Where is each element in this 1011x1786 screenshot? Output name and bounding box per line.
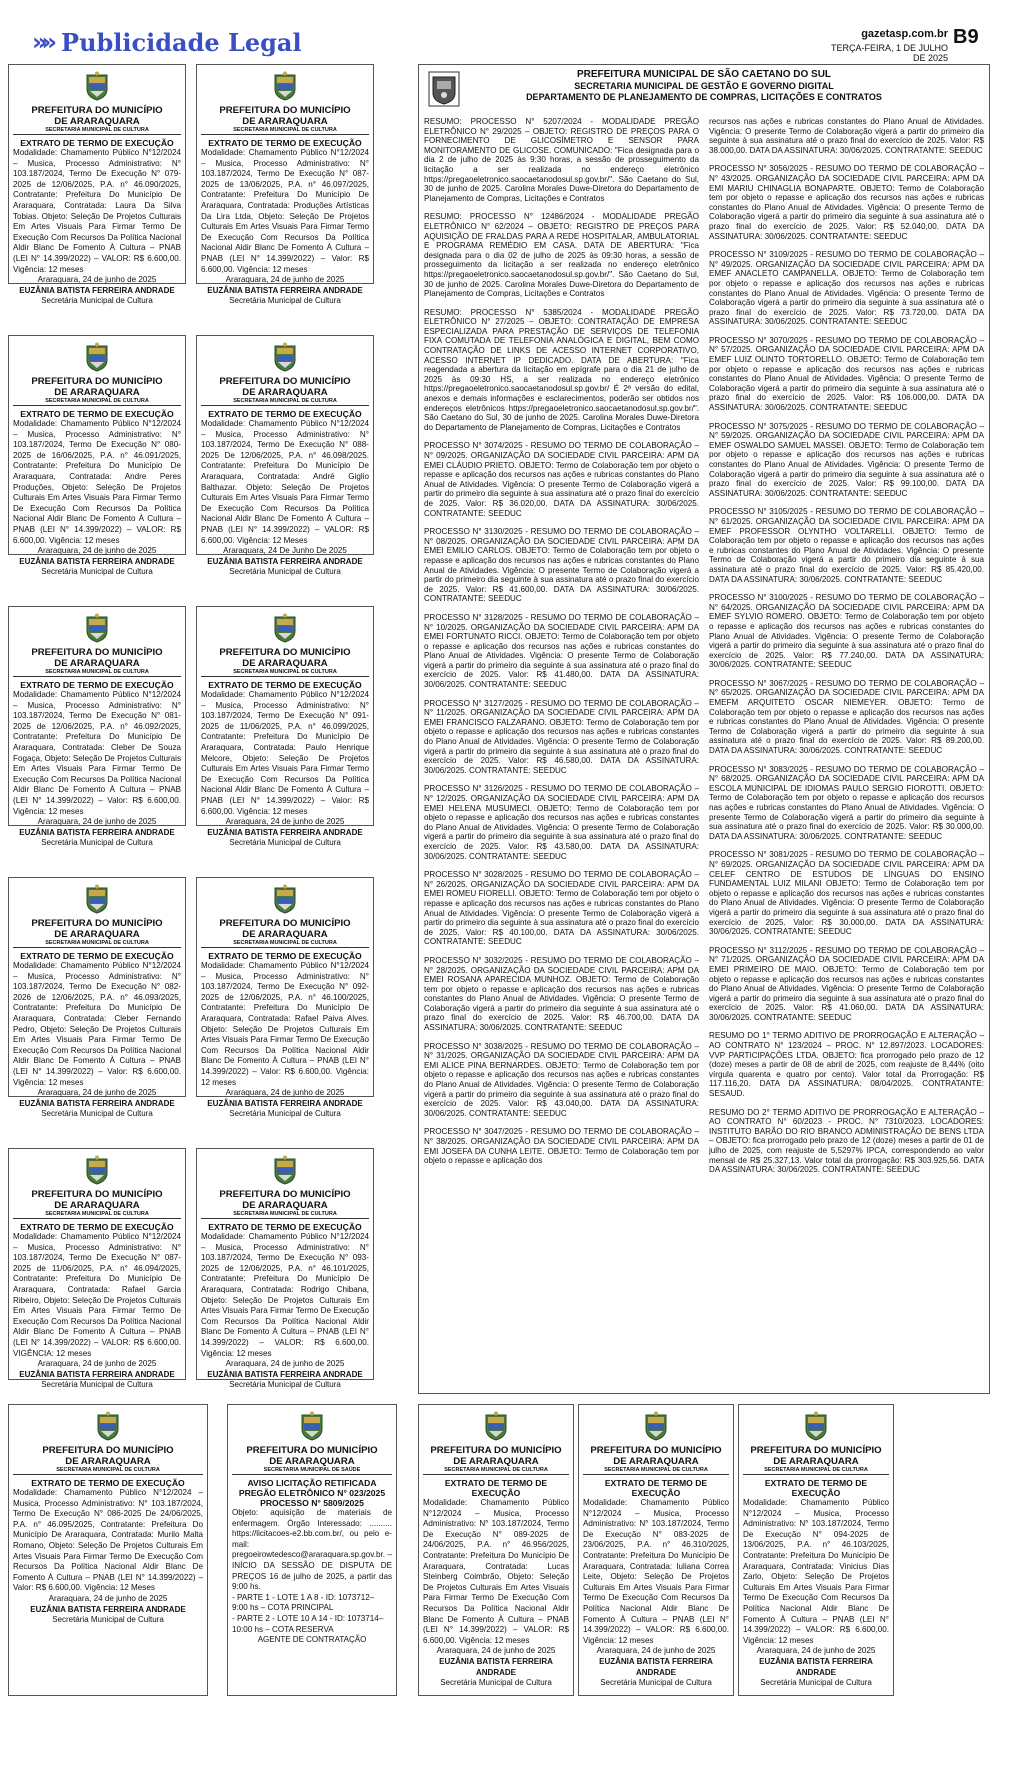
issuer-city: DE ARARAQUARA	[54, 658, 140, 669]
notice-place-date: Araraquara, 24 De Junho De 2025	[223, 546, 347, 556]
notice-body: Modalidade: Chamamento Público N°12/2024 – Musica, Processo Administrativo: N° 103.187/2024, Termo De Execução N° 079-2025 de 12/06/2025, P.A. n° 46.090/2025, Contratante: Prefeitura Do Município De Araraquara, Contratada: Laura Da Silva Tobias. Objeto: Seleção De Projetos Culturais Em Artes Visuais Para Firmar Termo De Execução Com Recursos Da Política Nacional Aldir Blanc De Fomento À Cultura – PNAB (LEI N° 14.399/2022) – VALOR: R$ 6.600,00. Vigência: 12 meses	[13, 148, 181, 274]
notice-box	[8, 877, 186, 1119]
signatory-role: Secretária Municipal de Cultura	[229, 567, 341, 577]
issuer-name: PREFEITURA DO MUNICÍPIO	[31, 647, 163, 658]
page-number: B9	[953, 26, 979, 48]
page-header	[0, 0, 1011, 63]
left-column	[424, 117, 699, 1184]
notice-place-date: Araraquara, 24 de junho de 2025	[37, 275, 157, 285]
tender-body: Objeto: aquisição de materiais de enfermagem. Órgão Interessado: .......... https://licitacoes-e2.bb.com.br/, ou pelo e-mail: pregoeirowtedesco@araraquara.sp.gov.br. – INÍCIO DA SESSÃO DE DISPUTA DE PREÇOS 16 de julho de 2025, a partir das 9:00 hs.	[232, 1508, 392, 1592]
notice-box	[8, 64, 186, 306]
issuer-department: SECRETARIA MUNICIPAL DE CULTURA	[13, 669, 181, 677]
issuer-city: DE ARARAQUARA	[54, 1200, 140, 1211]
signatory-role: Secretária Municipal de Cultura	[229, 296, 341, 306]
notice-box	[196, 64, 374, 306]
issuer-city: DE ARARAQUARA	[773, 1456, 859, 1467]
issuer-department: SECRETARIA MUNICIPAL DE CULTURA	[13, 1467, 203, 1475]
notice-body: Modalidade: Chamamento Público N°12/2024 – Musica, Processo Administrativo: N° 103.187/2024, Termo De Execução N° 083-2025 de 23/06/2025, P.A. n° 46.310/2025, Contratante: Prefeitura Do Município De Araraquara, Contratada: Iuliana Correa Leite, Objeto: Seleção De Projetos Culturais Em Artes Visuais Para Firmar Termo De Execução Com Recursos Da Política Nacional Aldir Blanc De Fomento À Cultura – PNAB (LEI N° 14.399/2022) – VALOR: R$ 6.600,00. Vigência: 12 meses	[583, 1498, 729, 1645]
issuer-department: SECRETARIA MUNICIPAL DE CULTURA	[13, 127, 181, 135]
notice-paragraph: PROCESSO N° 3038/2025 - RESUMO DO TERMO DE COLABORAÇÃO – N° 31/2025. ORGANIZAÇÃO DA SOCIEDADE CIVIL PARCEIRA: APM DA EMI ALICE PINA BERNARDES. OBJETO: Termo de Colaboração tem por objeto o repasse e aplicação dos recursos nas ações e rubricas constantes do Plano Anual de Atividades. Vigência: O presente Termo de Colaboração vigerá a partir do primeiro dia seguinte à sua assinatura até o prazo final do exercício de 2025. Valor: R$ 43.040,00. DATA DA ASSINATURA: 30/06/2025. CONTRATANTE: SEEDUC	[424, 1041, 699, 1118]
signatory-name: EUZÂNIA BATISTA FERREIRA ANDRADE	[207, 556, 363, 566]
notice-box	[8, 335, 186, 577]
issuer-department: SECRETARIA MUNICIPAL DE CULTURA	[201, 398, 369, 406]
notice-place-date: Araraquara, 24 de junho de 2025	[37, 1359, 157, 1369]
notice-paragraph: RESUMO: PROCESSO N° 5385/2024 - MODALIDADE PREGÃO ELETRÔNICO N° 27/2025 – OBJETO: CONTRATAÇÃO DE EMPRESA ESPECIALIZADA PARA PRESTAÇÃO DE SERVIÇOS DE TELEFONIA FIXA COMUTADA DE TELEFONIA ANALÓGICA E DIGITAL, BEM COMO CONTRATAÇÃO DE LINKS DE ACESSO INTERNET CORPORATIVO, ACESSO INTERNET IP DEDICADO. DATA DE ABERTURA: "Fica reagendada a abertura da licitação em epígrafe para o dia 21 de julho de 2025 às 09:30 HS, a ser realizada no endereço eletrônico https://pregaoeletronico.saocaetanodosul.sp.gov.br/ É 2ª versão do edital, anexos e demais informações e esclarecimentos, poderão ser obtidos nos endereços eletrônicos https://pregaoeletronico.saocaetanodosul.sp.gov.br/". São Caetano do Sul, 30 de junho de 2025. Carolina Morales Duwe-Diretora do Departamento de Planejamento de Compras, Licitações e Contratos	[424, 307, 699, 432]
sao-caetano-notices	[418, 64, 990, 1394]
notice-paragraph: PROCESSO N° 3100/2025 - RESUMO DO TERMO DE COLABORAÇÃO – N° 64/2025. ORGANIZAÇÃO DA SOCIEDADE CIVIL PARCEIRA: APM DA EMEF SYLVIO ROMERO. OBJETO: Termo de Colaboração tem por objeto o repasse e aplicação dos recursos nas ações e rubricas constantes do Plano Anual de Atividades. Vigência: O presente Termo de Colaboração vigerá a partir do primeiro dia seguinte à sua assinatura até o prazo final do exercício de 2025. Valor: R$ 77.240,00. DATA DA ASSINATURA: 30/06/2025. CONTRATANTE: SEEDUC	[709, 593, 984, 670]
issuer-city: DE ARARAQUARA	[269, 1456, 355, 1467]
signatory-name: EUZÂNIA BATISTA FERREIRA ANDRADE	[439, 1656, 553, 1677]
araraquara-seal-icon	[84, 613, 110, 643]
notice-paragraph: RESUMO DO 1° TERMO ADITIVO DE PRORROGAÇÃO E ALTERAÇÃO – AO CONTRATO N° 123/2024 – PROC. N° 12.897/2023. LOCADORES: VVP PARTICIPAÇÕES LTDA. OBJETO: fica prorrogado pelo prazo de 12 (doze) meses a partir de 08 de abril de 2025, com reajuste de 8,44% (oito vírgula quarenta e quatro por cento). Valor total da Prorrogação: R$ 117.116,20. DATA DA ASSINATURA: 08/04/2025. CONTRATANTE: SESAUD.	[709, 1031, 984, 1099]
araraquara-seal-icon	[272, 613, 298, 643]
tender-lot-1: - PARTE 1 - LOTE 1 A 8 - ID: 1073712– 9:00 hs – COTA PRINCIPAL	[232, 1592, 375, 1613]
issuer-name: PREFEITURA DO MUNICÍPIO	[590, 1445, 722, 1456]
notice-body: Modalidade: Chamamento Público N°12/2024 – Musica, Processo Administrativo: N° 103.187/2024, Termo De Execução N° 094-2025 de 13/06/2025, P.A. n° 46.103/2025, Contratante: Prefeitura Do Município De Araraquara, Contratada: Vinicius Dias Zarlo, Objeto: Seleção De Projetos Culturais Em Artes Visuais Para Firmar Termo De Execução Com Recursos Da Política Nacional Aldir Blanc De Fomento À Cultura – PNAB (LEI N° 14.399/2022) – VALOR: R$ 6.600,00. Vigência: 12 meses	[743, 1498, 889, 1645]
section-brand	[32, 28, 302, 56]
issuer-department: SECRETARIA MUNICIPAL DE CULTURA	[13, 398, 181, 406]
notice-paragraph: PROCESSO N° 3067/2025 - RESUMO DO TERMO DE COLABORAÇÃO – N° 65/2025. ORGANIZAÇÃO DA SOCIEDADE CIVIL PARCEIRA: APM DA EMEFM ARQUITETO OSCAR NIEMEYER. OBJETO: Termo de Colaboração tem por objeto o repasse e aplicação dos recursos nas ações e rubricas constantes do Plano Anual de Atividades. Vigência: O presente Termo de Colaboração vigerá a partir do primeiro dia seguinte à sua assinatura até o prazo final do exercício de 2025. Valor: R$ 89.200,00. DATA DA ASSINATURA: 30/06/2025. CONTRATANTE: SEEDUC	[709, 678, 984, 756]
notice-place-date: Araraquara, 24 de junho de 2025	[225, 1088, 345, 1098]
araraquara-seal-icon	[84, 71, 110, 101]
signatory-name: EUZÂNIA BATISTA FERREIRA ANDRADE	[19, 285, 175, 295]
sao-caetano-logo-icon	[428, 71, 460, 107]
araraquara-seal-icon	[272, 71, 298, 101]
notice-title: EXTRATO DE TERMO DE EXECUÇÃO	[31, 1478, 185, 1488]
issuer-department: SECRETARIA MUNICIPAL DE CULTURA	[201, 127, 369, 135]
notice-body: Modalidade: Chamamento Público N°12/2024 – Musica, Processo Administrativo: N° 103.187/2024, Termo De Execução N° 086-2025 De 24/06/2025, P.A. n° 46.095/2025, Contratante: Prefeitura Do Município De Araraquara, Contratada: Murilo Malta Romano, Objeto: Seleção De Projetos Culturais Em Artes Visuais Para Firmar Termo De Execução Com Recursos Da Política Nacional Aldir Blanc De Fomento À Cultura – PNAB (LEI N° 14.399/2022) – Valor: R$ 6.600,00. Vigência: 12 Meses	[13, 1488, 203, 1593]
notice-body: Modalidade: Chamamento Público N°12/2024 – Musica, Processo Administrativo: N° 103.187/2024, Termo De Execução N° 093-2025 de 12/06/2025, P.A. n° 46.101/2025, Contratante: Prefeitura Do Município De Araraquara, Contratada: Rodrigo Chibana, Objeto: Seleção De Projetos Culturais Em Artes Visuais Para Firmar Termo De Execução Com Recursos Da Política Nacional Aldir Blanc De Fomento À Cultura – PNAB (LEI N° 14.399/2022) – VALOR: R$ 6.600,00. Vigência: 12 meses	[201, 1232, 369, 1358]
tender-signatory: AGENTE DE CONTRATAÇÃO	[257, 1635, 367, 1645]
notice-paragraph: RESUMO DO 2° TERMO ADITIVO DE PRORROGAÇÃO E ALTERAÇÃO – AO CONTRATO N° 60/2023 - PROC. N° 7310/2023. LOCADORES: INSTITUTO BARÃO DO RIO BRANCO ADMINISTRAÇÃO DE BENS LTDA – OBJETO: fica prorrogado pelo prazo de 12 (doze) meses a partir de 01 de julho de 2025, com reajuste de 5,5297% IPCA, correspondendo ao valor mensal de R$ 25.327,13. Valor total da prorrogação: R$ 303.925,56. DATA DA ASSINATURA: 30/06/2025. CONTRATANTE: SEEDUC	[709, 1107, 984, 1175]
issuer-name: PREFEITURA DO MUNICÍPIO	[430, 1445, 562, 1456]
notice-paragraph: PROCESSO N° 3105/2025 - RESUMO DO TERMO DE COLABORAÇÃO – N° 61/2025. ORGANIZAÇÃO DA SOCIEDADE CIVIL PARCEIRA: APM DA EMEF PROFESSOR OLYNTHO VOLTARELLI. OBJETO: Termo de Colaboração tem por objeto o repasse e aplicação dos recursos nas ações e rubricas constantes do Plano Anual de Atividades. Vigência: O presente Termo de Colaboração vigerá a partir do primeiro dia seguinte à sua assinatura até o prazo final do exercício de 2025. Valor: R$ 85.420,00. DATA DA ASSINATURA: 30/06/2025. CONTRATANTE: SEEDUC	[709, 507, 984, 584]
signatory-name: EUZÂNIA BATISTA FERREIRA ANDRADE	[19, 1098, 175, 1108]
notice-paragraph: PROCESSO N° 3126/2025 - RESUMO DO TERMO DE COLABORAÇÃO – N° 12/2025. ORGANIZAÇÃO DA SOCIEDADE CIVIL PARCEIRA: APM DA EMEI HELENA MUSUMECI. OBJETO: Termo de Colaboração tem por objeto o repasse e aplicação dos recursos nas ações e rubricas constantes do Plano Anual de Atividades. Vigência: O presente Termo de Colaboração vigerá a partir do primeiro dia seguinte à sua assinatura até o prazo final do exercício de 2025. Valor: R$ 43.580,00. DATA DA ASSINATURA: 30/06/2025. CONTRATANTE: SEEDUC	[424, 784, 699, 861]
notice-paragraph: PROCESSO N° 3128/2025 - RESUMO DO TERMO DE COLABORAÇÃO – N° 10/2025. ORGANIZAÇÃO DA SOCIEDADE CIVIL PARCEIRA: APM DA EMEI FORTUNATO RICCI. OBJETO: Termo de Colaboração tem por objeto o repasse e aplicação dos recursos nas ações e rubricas constantes do Plano Anual de Atividades. Vigência: O presente Termo de Colaboração vigerá a partir do primeiro dia seguinte à sua assinatura até o prazo final do exercício de 2025. Valor: R$ 41.480,00. DATA DA ASSINATURA: 30/06/2025. CONTRATANTE: SEEDUC	[424, 612, 699, 690]
right-column	[709, 117, 984, 1184]
notice-place-date: Araraquara, 24 de junho de 2025	[37, 1088, 157, 1098]
notice-body: Modalidade: Chamamento Público N°12/2024 – Musica, Processo Administrativo: N° 103.187/2024, Termo De Execução N° 089-2025 de 24/06/2025, P.A. n° 46.956/2025, Contratante: Prefeitura Do Município De Araraquara, Contratada: Lucas Steinberg Coimbrão, Objeto: Seleção De Projetos Culturais Em Artes Visuais Para Firmar Termo De Execução Com Recursos Da Política Nacional Aldir Blanc De Fomento À Cultura – PNAB (LEI N° 14.399/2022) – VALOR: R$ 6.600,00. Vigência: 12 meses	[423, 1498, 569, 1645]
araraquara-seal-icon	[483, 1411, 509, 1441]
issuer-department: SECRETARIA MUNICIPAL DE SAÚDE	[232, 1467, 392, 1475]
issuer-department: SECRETARIA MUNICIPAL DE CULTURA	[13, 1211, 181, 1219]
signatory-role: Secretária Municipal de Cultura	[760, 1678, 872, 1688]
notice-box	[8, 1148, 186, 1390]
notice-place-date: Araraquara, 24 de junho de 2025	[225, 817, 345, 827]
issuer-department: SECRETARIA MUNICIPAL DE CULTURA	[201, 669, 369, 677]
notice-paragraph: PROCESSO N° 3127/2025 - RESUMO DO TERMO DE COLABORAÇÃO – N° 11/2025. ORGANIZAÇÃO DA SOCIEDADE CIVIL PARCEIRA: APM DA EMEI FRANCISCO FALZARANO. OBJETO: Termo de Colaboração tem por objeto o repasse e aplicação dos recursos nas ações e rubricas constantes do Plano Anual de Atividades. Vigência: O presente Termo de Colaboração vigerá a partir do primeiro dia seguinte à sua assinatura até o prazo final do exercício de 2025. Valor: R$ 46.580,00. DATA DA ASSINATURA: 30/06/2025. CONTRATANTE: SEEDUC	[424, 698, 699, 775]
issuer-city: DE ARARAQUARA	[54, 116, 140, 127]
tender-title: AVISO LICITAÇÃO RETIFICADA PREGÃO ELETRÔNICO N° 023/2025 PROCESSO N° 5809/2025	[238, 1478, 386, 1508]
notice-paragraph: PROCESSO N° 3081/2025 - RESUMO DO TERMO DE COLABORAÇÃO – N° 69/2025. ORGANIZAÇÃO DA SOCIEDADE CIVIL PARCEIRA: APM DA CELEF CENTRO DE ESTUDOS DE LÍNGUAS DO ENSINO FUNDAMENTAL LUIZ MILANI OBJETO: Termo de Colaboração tem por objeto o repasse e aplicação dos recursos nas ações e rubricas constantes do Plano Anual de Atividades. Vigência: O presente Termo de Colaboração vigerá a partir do primeiro dia seguinte à sua assinatura até o prazo final do exercício de 2025. Valor: R$ 30.000,00. DATA DA ASSINATURA: 30/06/2025. CONTRATANTE: SEEDUC	[709, 850, 984, 937]
issuer-department: SECRETARIA MUNICIPAL DE CULTURA	[743, 1467, 889, 1475]
notice-title: EXTRATO DE TERMO DE EXECUÇÃO	[20, 1222, 174, 1232]
notice-paragraph: PROCESSO N° 3032/2025 - RESUMO DO TERMO DE COLABORAÇÃO – N° 28/2025. ORGANIZAÇÃO DA SOCIEDADE CIVIL PARCEIRA: APM DA EMEI ROSANA APARECIDA MUNHOZ. OBJETO: Termo de Colaboração tem por objeto o repasse e aplicação dos recursos nas ações e rubricas constantes do Plano Anual de Atividades. Vigência: O presente Termo de Colaboração vigerá a partir do primeiro dia seguinte à sua assinatura até o prazo final do exercício de 2025. Valor: R$ 46.700,00. DATA DA ASSINATURA: 30/06/2025. CONTRATANTE: SEEDUC	[424, 955, 699, 1033]
notice-body: Modalidade: Chamamento Público N°12/2024 – Musica, Processo Administrativo: N° 103.187/2024, Termo De Execução N° 088-2025 De 12/06/2025, P.A. n° 46.098/2025. Contratante: Prefeitura Do Município De Araraquara, Contratada: André Giglio Balthazar. Objeto: Seleção De Projetos Culturais Em Artes Visuais Para Firmar Termo De Execução Com Recursos Da Política Nacional Aldir Blanc De Fomento À Cultura – PNAB (LEI N° 14.399/2022) – VALOR: R$ 6.600,00. Vigência: 12 Meses	[201, 419, 369, 545]
signatory-name: EUZÂNIA BATISTA FERREIRA ANDRADE	[19, 1369, 175, 1379]
notice-paragraph: recursos nas ações e rubricas constantes do Plano Anual de Atividades. Vigência: O presente Termo de Colaboração vigerá a partir do primeiro dia seguinte à sua assinatura até o prazo final do exercício de 2025. Valor: R$ 38.000,00. DATA DA ASSINATURA: 30/06/2025. CONTRATANTE: SEEDUC	[709, 117, 984, 155]
notice-paragraph: PROCESSO N° 3112/2025 - RESUMO DO TERMO DE COLABORAÇÃO – N° 71/2025. ORGANIZAÇÃO DA SOCIEDADE CIVIL PARCEIRA: APM DA EMEI PRIMEIRO DE MAIO. OBJETO: Termo de Colaboração tem por objeto o repasse e aplicação dos recursos nas ações e rubricas constantes do Plano Anual de Atividades. Vigência: O presente Termo de Colaboração vigerá a partir do primeiro dia seguinte à sua assinatura até o prazo final do exercício de 2025. Valor: R$ 41.060,00. DATA DA ASSINATURA: 30/06/2025. CONTRATANTE: SEEDUC	[709, 945, 984, 1022]
araraquara-seal-icon	[272, 884, 298, 914]
notice-box	[8, 1404, 208, 1696]
notice-title: EXTRATO DE TERMO DE EXECUÇÃO	[764, 1478, 868, 1498]
issuer-city: DE ARARAQUARA	[453, 1456, 539, 1467]
signatory-role: Secretária Municipal de Cultura	[41, 567, 153, 577]
notice-title: EXTRATO DE TERMO DE EXECUÇÃO	[208, 680, 362, 690]
signatory-name: EUZÂNIA BATISTA FERREIRA ANDRADE	[19, 827, 175, 837]
notice-box	[196, 335, 374, 577]
issuer-department: SECRETARIA MUNICIPAL DE CULTURA	[583, 1467, 729, 1475]
issuer-name: PREFEITURA DO MUNICÍPIO	[219, 105, 351, 116]
araraquara-seal-icon	[643, 1411, 669, 1441]
notice-box	[196, 1148, 374, 1390]
araraquara-seal-icon	[803, 1411, 829, 1441]
notice-body: Modalidade: Chamamento Público N°12/2024 – Musica, Processo Administrativo: N° 103.187/2024, Termo De Execução N° 082-2026 de 12/06/2025, P.A. n° 46.093/2025, Contratante: Prefeitura Do Município De Araraquara, Contratada: Cleber Fernando Pedro, Objeto: Seleção De Projetos Culturais Em Artes Visuais Para Firmar Termo De Execução Com Recursos Da Política Nacional Aldir Blanc De Fomento À Cultura – PNAB (LEI N° 14.399/2022) – Valor: R$ 6.600,00. Vigência: 12 meses	[13, 961, 181, 1087]
tender-notice-box	[227, 1404, 397, 1696]
notice-box	[196, 606, 374, 848]
signatory-role: Secretária Municipal de Cultura	[229, 838, 341, 848]
big-notice-issuer: PREFEITURA MUNICIPAL DE SÃO CAETANO DO SUL	[576, 69, 832, 80]
signatory-name: EUZÂNIA BATISTA FERREIRA ANDRADE	[207, 827, 363, 837]
notice-place-date: Araraquara, 24 de junho de 2025	[48, 1593, 168, 1603]
issuer-city: DE ARARAQUARA	[54, 387, 140, 398]
big-notice-department: DEPARTAMENTO DE PLANEJAMENTO DE COMPRAS, LICITAÇÕES E CONTRATOS	[526, 92, 882, 102]
araraquara-seal-icon	[84, 342, 110, 372]
signatory-name: EUZÂNIA BATISTA FERREIRA ANDRADE	[30, 1604, 186, 1614]
notice-paragraph: PROCESSO N° 3070/2025 - RESUMO DO TERMO DE COLABORAÇÃO – N° 57/2025. ORGANIZAÇÃO DA SOCIEDADE CIVIL PARCEIRA: APM DA EMEF LUIZ OLINTO TORTORELLO. OBJETO: Termo de Colaboração tem por objeto o repasse e aplicação dos recursos nas ações e rubricas constantes do Plano Anual de Atividades. Vigência: O presente Termo de Colaboração vigerá a partir do primeiro dia seguinte à sua assinatura até o prazo final do exercício de 2025. Valor: R$ 106.000,00. DATA DA ASSINATURA: 30/06/2025. CONTRATANTE: SEEDUC	[709, 335, 984, 413]
section-title: Publicidade Legal	[61, 27, 302, 57]
notice-title: EXTRATO DE TERMO DE EXECUÇÃO	[208, 409, 362, 419]
issuer-name: PREFEITURA DO MUNICÍPIO	[42, 1445, 174, 1456]
notice-place-date: Araraquara, 24 de junho de 2025	[756, 1646, 876, 1656]
notice-paragraph: RESUMO: PROCESSO N° 12486/2024 - MODALIDADE PREGÃO ELETRÔNICO N° 62/2024 – OBJETO: REGISTRO DE PREÇOS PARA AQUISIÇÃO DE FRALDAS PARA A REDE HOSPITALAR, AMBULATORIAL E PROGRAMA REMÉDIO EM CASA. DATA DE ABERTURA: "Fica designada para o dia 02 de julho de 2025 às 09:30 horas, a sessão de prosseguimento da licitação a ser realizada no endereço eletrônico https://pregaoeletronico.saocaetanodosul.sp.gov.br/". São Caetano do Sul, 30 de junho de 2025. Carolina Morales Duwe-Diretora do Departamento de Planejamento de Compras, Licitações e Contratos	[424, 212, 699, 299]
notice-title: EXTRATO DE TERMO DE EXECUÇÃO	[20, 951, 174, 961]
issuer-city: DE ARARAQUARA	[242, 387, 328, 398]
issuer-city: DE ARARAQUARA	[613, 1456, 699, 1467]
issuer-name: PREFEITURA DO MUNICÍPIO	[219, 647, 351, 658]
issuer-city: DE ARARAQUARA	[242, 1200, 328, 1211]
notice-paragraph: PROCESSO N° 3074/2025 - RESUMO DO TERMO DE COLABORAÇÃO – N° 09/2025. ORGANIZAÇÃO DA SOCIEDADE CIVIL PARCEIRA: APM DA EMEI CLÁUDIO PRIETO. OBJETO: Termo de Colaboração tem por objeto o repasse e aplicação dos recursos nas ações e rubricas constantes do Plano Anual de Atividades. Vigência: O presente Termo de Colaboração vigerá a partir do primeiro dia seguinte à sua assinatura até o prazo final do exercício de 2025. Valor: R$ 36.020,00. DATA DA ASSINATURA: 30/06/2025. CONTRATANTE: SEEDUC	[424, 441, 699, 518]
signatory-name: EUZÂNIA BATISTA FERREIRA ANDRADE	[19, 556, 175, 566]
araraquara-seal-icon	[95, 1411, 121, 1441]
araraquara-seal-icon	[299, 1411, 325, 1441]
issuer-name: PREFEITURA DO MUNICÍPIO	[31, 376, 163, 387]
signatory-name: EUZÂNIA BATISTA FERREIRA ANDRADE	[599, 1656, 713, 1677]
signatory-role: Secretária Municipal de Cultura	[41, 1380, 153, 1390]
notice-body: Modalidade: Chamamento Público N°12/2024 – Musica, Processo Administrativo: N° 103.187/2024, Termo De Execução N° 092-2025 de 12/06/2025, P.A. n° 46.100/2025, Contratante: Prefeitura Do Município De Araraquara, Contratada: Rafael Paiva Alves. Objeto: Seleção De Projetos Culturais Em Artes Visuais Para Firmar Termo De Execução Com Recursos Da Política Nacional Aldir Blanc De Fomento À Cultura – PNAB (LEI N° 14.399/2022) – Valor: R$ 6.600,00. Vigência: 12 meses	[201, 961, 369, 1087]
notice-place-date: Araraquara, 24 de junho de 2025	[436, 1646, 556, 1656]
notice-paragraph: RESUMO: PROCESSO N° 5207/2024 - MODALIDADE PREGÃO ELETRÔNICO N° 29/2025 – OBJETO: REGISTRO DE PREÇOS PARA O FORNECIMENTO DE GLICOSÍMETRO E SENSOR PARA MONITORAMENTO DE GLICOSE. COMUNICADO: "Fica designada para o dia 2 de julho de 2025 às 9:30 horas, a sessão de prosseguimento da licitação a ser realizada no endereço eletrônico https://pregaoeletronico.saocaetanodosul.sp.gov.br/". São Caetano do Sul, 30 de junho de 2025. Carolina Morales Duwe-Diretora do Departamento de Planejamento de Compras, Licitações e Contratos	[424, 117, 699, 203]
notice-body: Modalidade: Chamamento Público N°12/2024 – Musica, Processo Administrativo: N° 103.187/2024, Termo De Execução N° 091-2025 de 11/06/2025, P.A. n° 46.099/2025, Contratante: Prefeitura Do Município De Araraquara, Contratada: Paulo Henrique Melcore, Objeto: Seleção De Projetos Culturais Em Artes Visuais Para Firmar Termo De Execução Com Recursos Da Política Nacional Aldir Blanc De Fomento À Cultura – PNAB (LEI N° 14.399/2022) – Valor: R$ 6.600,00. Vigência: 12 meses	[201, 690, 369, 816]
big-notice-secretariat: SECRETARIA MUNICIPAL DE GESTÃO E GOVERNO DIGITAL	[574, 81, 834, 91]
notice-paragraph: PROCESSO N° 3130/2025 - RESUMO DO TERMO DE COLABORAÇÃO – N° 08/2025. ORGANIZAÇÃO DA SOCIEDADE CIVIL PARCEIRA: APM DA EMEI EMILIO CARLOS. OBJETO: Termo de Colaboração tem por objeto o repasse e aplicação dos recursos nas ações e rubricas constantes do Plano Anual de Atividades. Vigência: O presente Termo de Colaboração vigerá a partir do primeiro dia seguinte à sua assinatura até o prazo final do exercício de 2025. Valor: R$ 41.600,00. DATA DA ASSINATURA: 30/06/2025. CONTRATANTE: SEEDUC	[424, 527, 699, 604]
signatory-role: Secretária Municipal de Cultura	[440, 1678, 552, 1688]
signatory-role: Secretária Municipal de Cultura	[41, 296, 153, 306]
signatory-name: EUZÂNIA BATISTA FERREIRA ANDRADE	[207, 285, 363, 295]
notice-title: EXTRATO DE TERMO DE EXECUÇÃO	[444, 1478, 548, 1498]
issuer-department: SECRETARIA MUNICIPAL DE CULTURA	[13, 940, 181, 948]
issuer-name: PREFEITURA DO MUNICÍPIO	[31, 1189, 163, 1200]
notice-body: Modalidade: Chamamento Público N°12/2024 – Musica, Processo Administrativo: N° 103.187/2024, Termo De Execução N° 087-2025 de 13/06/2025, P.A. n° 46.097/2025, Contratante: Prefeitura Do Município De Araraquara, Contratada: Produções Artísticas Da Lira Ltda, Objeto: Seleção De Projetos Culturais Em Artes Visuais Para Firmar Termo De Execução Com Recursos Da Política Nacional Aldir Blanc De Fomento À Cultura – PNAB (LEI N° 14.399/2022) – Valor: R$ 6.600,00. Vigência: 12 meses	[201, 148, 369, 274]
issuer-name: PREFEITURA DO MUNICÍPIO	[219, 376, 351, 387]
notice-place-date: Araraquara, 24 de junho de 2025	[596, 1646, 716, 1656]
issuer-department: SECRETARIA MUNICIPAL DE CULTURA	[201, 940, 369, 948]
issuer-city: DE ARARAQUARA	[242, 116, 328, 127]
notice-body: Modalidade: Chamamento Público N°12/2024 – Musica, Processo Administrativo: N° 103.187/2024, Termo De Execução N° 081-2025 de 12/06/2025, P.A. n° 46.092/2025, Contratante: Prefeitura Do Município De Araraquara, Contratada: Cleber De Souza Fogaça, Objeto: Seleção De Projetos Culturais Em Artes Visuais Para Firmar Termo De Execução Com Recursos Da Política Nacional Aldir Blanc De Fomento À Cultura – PNAB (LEI N° 14.399/2022) – Valor: R$ 6.600,00. Vigência: 12 meses	[13, 690, 181, 816]
araraquara-seal-icon	[84, 1155, 110, 1185]
site-url: gazetasp.com.br	[861, 28, 948, 40]
notice-paragraph: PROCESSO N° 3056/2025 - RESUMO DO TERMO DE COLABORAÇÃO – N° 43/2025. ORGANIZAÇÃO DA SOCIEDADE CIVIL PARCEIRA: APM DA EMI MARIU CHINAGLIA BONAPARTE. OBJETO: Termo de Colaboração tem por objeto o repasse e aplicação dos recursos nas ações e rubricas constantes do Plano Anual de Atividades. Vigência: O presente Termo de Colaboração vigerá a partir do primeiro dia seguinte à sua assinatura até o prazo final do exercício de 2025. Valor: R$ 52.040,00. DATA DA ASSINATURA: 30/06/2025. CONTRATANTE: SEEDUC	[709, 164, 984, 241]
issuer-city: DE ARARAQUARA	[65, 1456, 151, 1467]
issuer-city: DE ARARAQUARA	[54, 929, 140, 940]
notice-paragraph: PROCESSO N° 3047/2025 - RESUMO DO TERMO DE COLABORAÇÃO – N° 38/2025. ORGANIZAÇÃO DA SOCIEDADE CIVIL PARCEIRA: APM DA EMI JOSEFA DA CUNHA LEITE. OBJETO: Termo de Colaboração tem por objeto o repasse e aplicação dos	[424, 1127, 699, 1166]
signatory-name: EUZÂNIA BATISTA FERREIRA ANDRADE	[759, 1656, 873, 1677]
notice-paragraph: PROCESSO N° 3083/2025 - RESUMO DO TERMO DE COLABORAÇÃO – N° 68/2025. ORGANIZAÇÃO DA SOCIEDADE CIVIL PARCEIRA: APM DA ESCOLA MUNICIPAL DE IDIOMAS PAULO SERGIO FIOROTTI. OBJETO: Termo de Colaboração tem por objeto o repasse e aplicação dos recursos nas ações e rubricas constantes do Plano Anual de Atividades. Vigência: O presente Termo de Colaboração vigerá a partir do primeiro dia seguinte à sua assinatura até o prazo final do exercício de 2025. Valor: R$ 30.000,00. DATA DA ASSINATURA: 30/06/2025. CONTRATANTE: SEEDUC	[709, 764, 984, 841]
issuer-city: DE ARARAQUARA	[242, 929, 328, 940]
signatory-role: Secretária Municipal de Cultura	[600, 1678, 712, 1688]
notice-box	[418, 1404, 574, 1696]
notice-title: EXTRATO DE TERMO DE EXECUÇÃO	[20, 409, 174, 419]
issuer-name: PREFEITURA DO MUNICÍPIO	[246, 1445, 378, 1456]
notice-body: Modalidade: Chamamento Público N°12/2024 – Musica, Processo Administrativo: N° 103.187/2024, Termo De Execução N° 080-2025 de 16/06/2025, P.A. n° 46.091/2025, Contratante: Prefeitura Do Município De Araraquara, Contratada: Andre Peres Produções, Objeto: Seleção De Projetos Culturais Em Artes Visuais Para Firmar Termo De Execução Com Recursos Da Política Nacional Aldir Blanc De Fomento À Cultura – PNAB (LEI N° 14.399/2022) – VALOR: R$ 6.600,00. Vigência: 12 meses	[13, 419, 181, 545]
notice-box	[8, 606, 186, 848]
issue-date: TERÇA-FEIRA, 1 DE JULHO DE 2025	[830, 43, 948, 63]
signatory-name: EUZÂNIA BATISTA FERREIRA ANDRADE	[207, 1369, 363, 1379]
issuer-name: PREFEITURA DO MUNICÍPIO	[31, 105, 163, 116]
araraquara-seal-icon	[272, 342, 298, 372]
signatory-role: Secretária Municipal de Cultura	[229, 1109, 341, 1119]
signatory-name: EUZÂNIA BATISTA FERREIRA ANDRADE	[207, 1098, 363, 1108]
notice-box	[196, 877, 374, 1119]
notice-box	[578, 1404, 734, 1696]
notice-paragraph: PROCESSO N° 3028/2025 - RESUMO DO TERMO DE COLABORAÇÃO – N° 26/2025. ORGANIZAÇÃO DA SOCIEDADE CIVIL PARCEIRA: APM DA EMEI ROMEU FIORELLI. OBJETO: Termo de Colaboração tem por objeto o repasse e aplicação dos recursos nas ações e rubricas constantes do Plano Anual de Atividades. Vigência: O presente Termo de Colaboração vigerá a partir do primeiro dia seguinte à sua assinatura até o prazo final do exercício de 2025. Valor: R$ 40.100,00. DATA DA ASSINATURA: 30/06/2025. CONTRATANTE: SEEDUC	[424, 870, 699, 947]
notice-place-date: Araraquara, 24 de junho de 2025	[225, 275, 345, 285]
issuer-name: PREFEITURA DO MUNICÍPIO	[219, 918, 351, 929]
notice-place-date: Araraquara, 24 de junho de 2025	[225, 1359, 345, 1369]
notice-body: Modalidade: Chamamento Público N°12/2024 – Musica, Processo Administrativo: N° 103.187/2024, Termo De Execução N° 087-2025 de 11/06/2025, P.A. n° 46.094/2025, Contratante: Prefeitura Do Município De Araraquara, Contratada: Rafael Garcia Ribeiro, Objeto: Seleção De Projetos Culturais Em Artes Visuais Para Firmar Termo De Execução Com Recursos Da Política Nacional Aldir Blanc De Fomento À Cultura – PNAB (LEI N° 14.399/2022) – VALOR: R$ 6.600,00. VIGÊNCIA: 12 meses	[13, 1232, 181, 1358]
signatory-role: Secretária Municipal de Cultura	[41, 838, 153, 848]
signatory-role: Secretária Municipal de Cultura	[52, 1615, 164, 1625]
notice-paragraph: PROCESSO N° 3075/2025 - RESUMO DO TERMO DE COLABORAÇÃO – N° 59/2025. ORGANIZAÇÃO DA SOCIEDADE CIVIL PARCEIRA: APM DA EMEF OSWALDO SAMUEL MASSEI. OBJETO: Termo de Colaboração tem por objeto o repasse e aplicação dos recursos nas ações e rubricas constantes do Plano Anual de Atividades. Vigência: O presente Termo de Colaboração vigerá a partir do primeiro dia seguinte à sua assinatura até o prazo final do exercício de 2025. Valor: R$ 99.100,00. DATA DA ASSINATURA: 30/06/2025. CONTRATANTE: SEEDUC	[709, 421, 984, 498]
notice-place-date: Araraquara, 24 de junho de 2025	[37, 546, 157, 556]
notice-box	[738, 1404, 894, 1696]
notice-title: EXTRATO DE TERMO DE EXECUÇÃO	[20, 680, 174, 690]
notice-paragraph: PROCESSO N° 3109/2025 - RESUMO DO TERMO DE COLABORAÇÃO – N° 49/2025. ORGANIZAÇÃO DA SOCIEDADE CIVIL PARCEIRA: APM DA EMEF ANACLETO CAMPANELLA. OBJETO: Termo de Colaboração tem por objeto o repasse e aplicação dos recursos nas ações e rubricas constantes do Plano Anual de Atividades. Vigência: O presente Termo de Colaboração vigerá a partir do primeiro dia seguinte à sua assinatura até o prazo final do exercício de 2025. Valor: R$ 73.720,00. DATA DA ASSINATURA: 30/06/2025. CONTRATANTE: SEEDUC	[709, 250, 984, 327]
tender-lot-2: - PARTE 2 - LOTE 10 A 14 - ID: 1073714– 10:00 hs – COTA RESERVA	[232, 1613, 384, 1634]
big-notice-header	[424, 69, 984, 117]
issuer-name: PREFEITURA DO MUNICÍPIO	[750, 1445, 882, 1456]
double-chevron-icon: »»	[32, 28, 52, 56]
issuer-name: PREFEITURA DO MUNICÍPIO	[219, 1189, 351, 1200]
issuer-department: SECRETARIA MUNICIPAL DE CULTURA	[423, 1467, 569, 1475]
notice-title: EXTRATO DE TERMO DE EXECUÇÃO	[208, 138, 362, 148]
issuer-name: PREFEITURA DO MUNICÍPIO	[31, 918, 163, 929]
signatory-role: Secretária Municipal de Cultura	[41, 1109, 153, 1119]
notice-title: EXTRATO DE TERMO DE EXECUÇÃO	[604, 1478, 708, 1498]
araraquara-seal-icon	[84, 884, 110, 914]
signatory-role: Secretária Municipal de Cultura	[229, 1380, 341, 1390]
notice-title: EXTRATO DE TERMO DE EXECUÇÃO	[208, 951, 362, 961]
notice-place-date: Araraquara, 24 de junho de 2025	[37, 817, 157, 827]
araraquara-seal-icon	[272, 1155, 298, 1185]
notice-title: EXTRATO DE TERMO DE EXECUÇÃO	[20, 138, 174, 148]
issuer-department: SECRETARIA MUNICIPAL DE CULTURA	[201, 1211, 369, 1219]
issuer-city: DE ARARAQUARA	[242, 658, 328, 669]
notice-title: EXTRATO DE TERMO DE EXECUÇÃO	[208, 1222, 362, 1232]
